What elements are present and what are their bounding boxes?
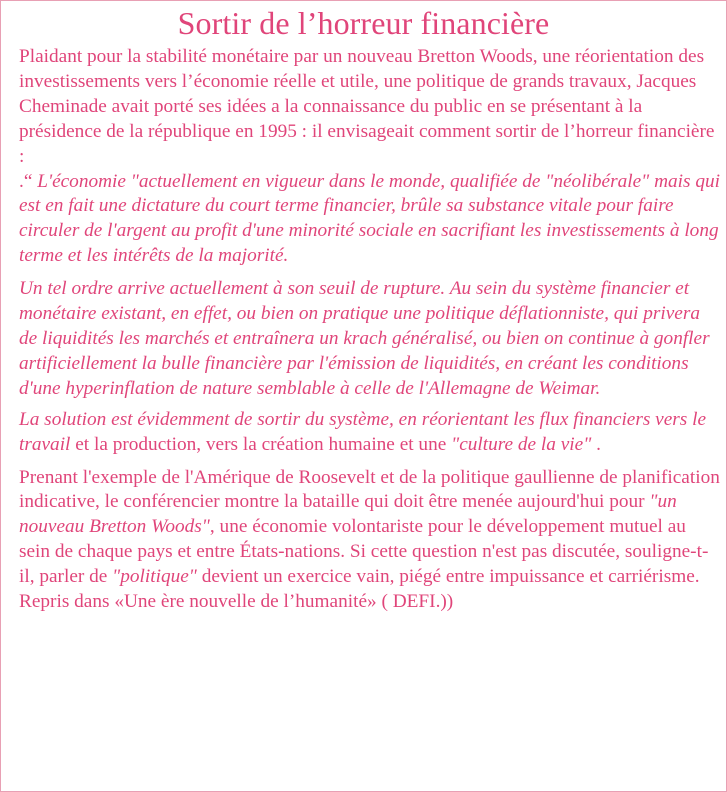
quote-mark: .“ — [19, 170, 33, 192]
closing-text-c: , une économie volontariste pour le développement mutuel au sein de chaque pays et entre États-nations. Si cette question n'est pas discutée, souligne-t-il, parler de — [19, 516, 709, 588]
quote-paragraph-3-culture: "culture de la vie" — [451, 433, 592, 455]
intro-text: Plaidant pour la stabilité monétaire par un nouveau Bretton Woods, une réorientation des investissements vers l’économie réelle et utile, une politique de grands travaux, Jacques Cheminade avait porté ses idées a la connaissance du public en se présentant à la présidence de la république en 1995 : il envisageait comment sortir de l’horreur financière : — [19, 46, 715, 167]
quote-paragraph-2: Un tel ordre arrive actuellement à son seuil de rupture. Au sein du système financier et monétaire existant, en effet, ou bien on pratique une politique déflationniste, qui privera de liquidités les marchés et entraînera un krach généralisé, ou bien on continue à gonfler artificiellement la bulle financière par l'émission de liquidités, en créant les conditions d'une hyperinflation de nature semblable à celle de l'Allemagne de Weimar. — [19, 278, 710, 399]
quote-paragraph-1: L'économie "actuellement en vigueur dans le monde, qualifiée de "néolibérale" mais qui est en fait une dictature du court terme financier, brûle sa substance vitale pour faire circuler de l'argent au profit d'une minorité sociale en sacrifiant les investissements à long terme et les intérêts de la majorité. — [19, 170, 720, 267]
closing-paragraph — [19, 466, 720, 615]
closing-text-a: Prenant l'exemple de l'Amérique de Roosevelt et de la politique gaullienne de planification indicative, le conférencier montre la bataille qui doit être menée aujourd'hui pour — [19, 466, 720, 513]
article-title: Sortir de l’horreur financière — [177, 5, 550, 41]
quote-paragraph-3 — [19, 408, 720, 458]
quote-paragraph-3-plain: et la production, vers la création humaine et une — [70, 433, 452, 455]
quote-paragraph-3-tail: . — [591, 433, 601, 455]
article-body — [1, 45, 726, 615]
intro-paragraph — [19, 45, 720, 269]
quote-paragraph-3-italic: La solution est évidemment de sortir du système, en réorientant les flux financiers vers le travail — [19, 408, 707, 455]
closing-bretton-woods: "un nouveau Bretton Woods" — [19, 491, 677, 538]
closing-politique: "politique" — [112, 566, 197, 588]
closing-text-e: devient un exercice vain, piégé entre impuissance et carriérisme. Repris dans «Une ère nouvelle de l’humanité» ( DEFI.)) — [19, 566, 700, 613]
